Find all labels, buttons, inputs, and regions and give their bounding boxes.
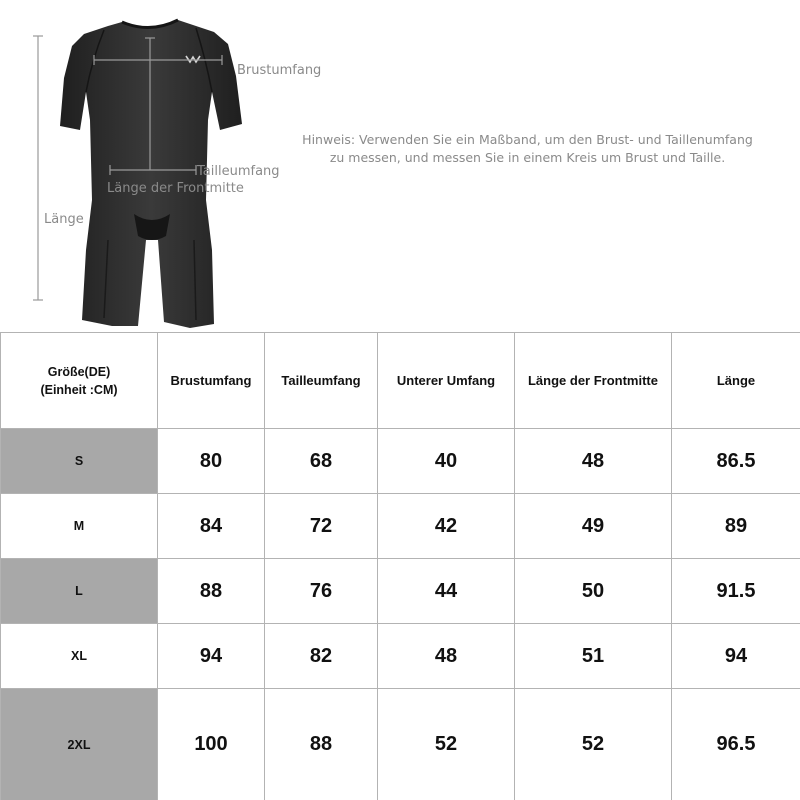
col-header-hem: Unterer Umfang bbox=[378, 333, 515, 429]
front-length-label: Länge der Frontmitte bbox=[107, 181, 244, 196]
size-cell: XL bbox=[1, 624, 158, 689]
value-cell: 96.5 bbox=[672, 689, 800, 800]
value-cell: 51 bbox=[515, 624, 672, 689]
size-cell: M bbox=[1, 494, 158, 559]
value-cell: 49 bbox=[515, 494, 672, 559]
table-row bbox=[1, 429, 800, 494]
product-figure bbox=[0, 0, 800, 332]
col-header-waist: Taillеumfang bbox=[265, 333, 378, 429]
col-header-front-length: Länge der Frontmitte bbox=[515, 333, 672, 429]
value-cell: 48 bbox=[378, 624, 515, 689]
value-cell: 76 bbox=[265, 559, 378, 624]
length-label: Länge bbox=[44, 212, 84, 227]
size-header: Größe(DE) (Einheit :CM) bbox=[1, 333, 158, 429]
value-cell: 94 bbox=[158, 624, 265, 689]
value-cell: 52 bbox=[515, 689, 672, 800]
waist-label: Taillеumfang bbox=[197, 164, 280, 179]
col-header-length: Länge bbox=[672, 333, 800, 429]
value-cell: 86.5 bbox=[672, 429, 800, 494]
value-cell: 80 bbox=[158, 429, 265, 494]
value-cell: 89 bbox=[672, 494, 800, 559]
table-row bbox=[1, 494, 800, 559]
size-cell: S bbox=[1, 429, 158, 494]
table-header-row bbox=[1, 333, 800, 429]
value-cell: 40 bbox=[378, 429, 515, 494]
table-row bbox=[1, 689, 800, 800]
chest-label: Brustumfang bbox=[237, 63, 322, 78]
value-cell: 68 bbox=[265, 429, 378, 494]
note-line-1: Hinweis: Verwenden Sie ein Maßband, um den Brust- und Taillenumfang bbox=[302, 132, 753, 147]
value-cell: 82 bbox=[265, 624, 378, 689]
size-cell: 2XL bbox=[1, 689, 158, 800]
value-cell: 91.5 bbox=[672, 559, 800, 624]
value-cell: 72 bbox=[265, 494, 378, 559]
size-cell: L bbox=[1, 559, 158, 624]
value-cell: 88 bbox=[265, 689, 378, 800]
size-chart-table bbox=[0, 332, 800, 800]
value-cell: 44 bbox=[378, 559, 515, 624]
value-cell: 48 bbox=[515, 429, 672, 494]
value-cell: 100 bbox=[158, 689, 265, 800]
value-cell: 42 bbox=[378, 494, 515, 559]
value-cell: 88 bbox=[158, 559, 265, 624]
value-cell: 50 bbox=[515, 559, 672, 624]
note-line-2: zu messen, und messen Sie in einem Kreis um Brust und Taille. bbox=[329, 150, 726, 165]
value-cell: 52 bbox=[378, 689, 515, 800]
table-row bbox=[1, 624, 800, 689]
table-row bbox=[1, 559, 800, 624]
col-header-chest: Brustumfang bbox=[158, 333, 265, 429]
value-cell: 84 bbox=[158, 494, 265, 559]
measurement-note bbox=[300, 131, 755, 167]
value-cell: 94 bbox=[672, 624, 800, 689]
